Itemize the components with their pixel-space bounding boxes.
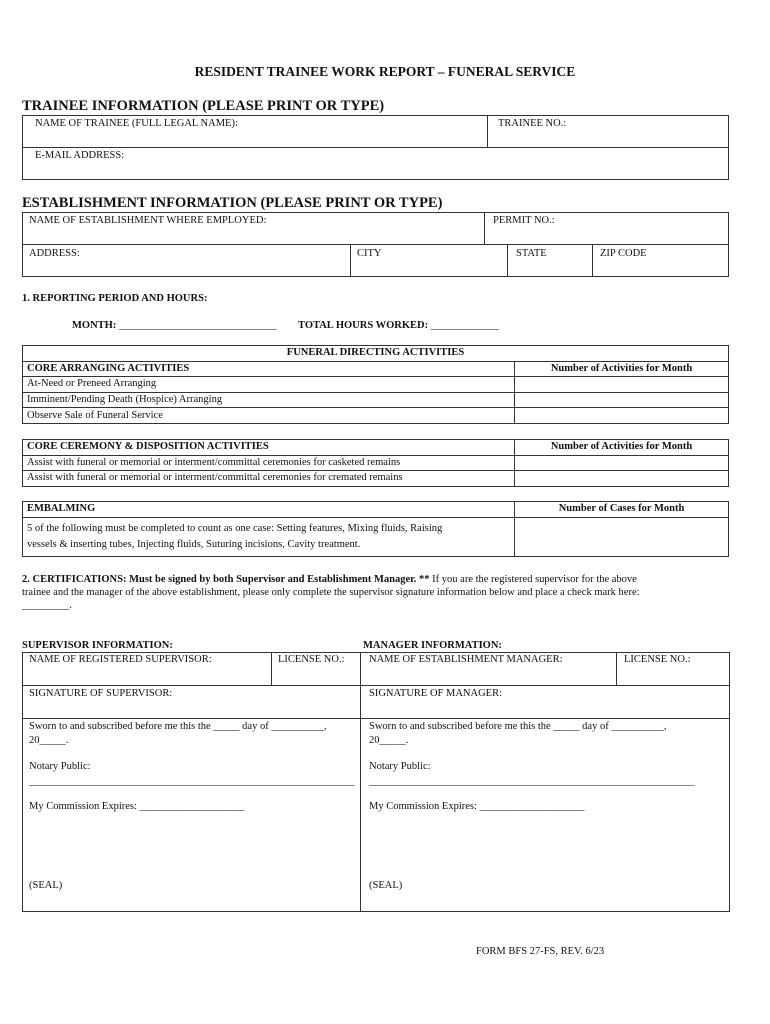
core-ceremony-title: CORE CEREMONY & DISPOSITION ACTIVITIES <box>23 440 515 456</box>
embalming-count-input[interactable] <box>515 517 729 556</box>
embalming-table <box>22 501 729 557</box>
embalming-title: EMBALMING <box>23 502 515 518</box>
city-label: CITY <box>357 248 382 259</box>
trainee-name-field[interactable] <box>22 115 488 148</box>
manager-name-label: NAME OF ESTABLISHMENT MANAGER: <box>369 654 563 665</box>
trainee-name-label: NAME OF TRAINEE (FULL LEGAL NAME): <box>35 118 238 129</box>
core-arranging-title: CORE ARRANGING ACTIVITIES <box>23 361 515 377</box>
establishment-name-label: NAME OF ESTABLISHMENT WHERE EMPLOYED: <box>29 215 267 226</box>
form-number: FORM BFS 27-FS, REV. 6/23 <box>476 946 605 957</box>
supervisor-signature-label: SIGNATURE OF SUPERVISOR: <box>29 688 173 699</box>
activity-label: Assist with funeral or memorial or interment/committal ceremonies for cremated remains <box>23 471 515 487</box>
state-field[interactable] <box>507 244 593 277</box>
activity-label: Observe Sale of Funeral Service <box>23 408 515 424</box>
supervisor-name-label: NAME OF REGISTERED SUPERVISOR: <box>29 654 212 665</box>
permit-number-label: PERMIT NO.: <box>493 215 555 226</box>
supervisor-notary-line[interactable]: ______________________________________________________________ <box>29 776 355 787</box>
embalming-count-header: Number of Cases for Month <box>515 502 729 518</box>
total-hours-input-line[interactable]: _____________ <box>430 320 499 331</box>
funeral-directing-heading: FUNERAL DIRECTING ACTIVITIES <box>23 346 729 362</box>
embalming-description-line: 5 of the following must be completed to count as one case: Setting features, Mixing fluids, Raising <box>27 522 443 534</box>
form-title: RESIDENT TRAINEE WORK REPORT – FUNERAL SERVICE <box>194 64 576 79</box>
city-field[interactable] <box>350 244 508 277</box>
manager-seal-label: (SEAL) <box>369 880 403 891</box>
supervisor-license-label: LICENSE NO.: <box>278 654 345 665</box>
trainee-number-field[interactable] <box>487 115 729 148</box>
manager-signature-field[interactable] <box>360 685 730 719</box>
supervisor-name-field[interactable] <box>22 652 272 686</box>
zip-code-label: ZIP CODE <box>600 248 647 259</box>
month-row <box>72 320 276 331</box>
hours-row <box>298 320 499 331</box>
arranging-activities-table <box>22 345 729 424</box>
activity-label: Imminent/Pending Death (Hospice) Arranging <box>23 392 515 408</box>
supervisor-seal-label: (SEAL) <box>29 880 63 891</box>
supervisor-sworn-year[interactable]: 20_____. <box>29 735 69 746</box>
certifications-text <box>22 573 742 612</box>
reporting-period-heading: 1. REPORTING PERIOD AND HOURS: <box>22 293 208 304</box>
activity-label: Assist with funeral or memorial or interment/committal ceremonies for casketed remains <box>23 455 515 471</box>
self-supervisor-check-line[interactable]: _________. <box>22 600 72 611</box>
zip-code-field[interactable] <box>592 244 729 277</box>
month-label: MONTH: <box>72 320 117 331</box>
arranging-count-input-1[interactable] <box>515 392 729 408</box>
certifications-note: If you are the registered supervisor for the above <box>429 574 637 585</box>
manager-notary-line[interactable]: ______________________________________________________________ <box>369 776 695 787</box>
ceremony-count-header: Number of Activities for Month <box>515 440 729 456</box>
trainee-section-heading: TRAINEE INFORMATION (PLEASE PRINT OR TYPE) <box>22 98 385 114</box>
month-input-line[interactable]: ______________________________ <box>118 320 277 331</box>
manager-sworn-year[interactable]: 20_____. <box>369 735 409 746</box>
state-label: STATE <box>516 248 547 259</box>
establishment-name-field[interactable] <box>22 212 485 245</box>
certifications-note-line2: trainee and the manager of the above establishment, please only complete the supervisor signature information below and place a check mark here: <box>22 587 640 598</box>
permit-number-field[interactable] <box>484 212 729 245</box>
supervisor-section-heading: SUPERVISOR INFORMATION: <box>22 640 173 651</box>
manager-section-heading: MANAGER INFORMATION: <box>363 640 502 651</box>
supervisor-commission-expires[interactable]: My Commission Expires: ____________________ <box>29 801 245 812</box>
supervisor-signature-field[interactable] <box>22 685 361 719</box>
embalming-description-line: vessels & inserting tubes, Injecting fluids, Suturing incisions, Cavity treatment. <box>27 538 361 550</box>
manager-signature-label: SIGNATURE OF MANAGER: <box>369 688 503 699</box>
manager-name-field[interactable] <box>360 652 617 686</box>
supervisor-license-field[interactable] <box>271 652 361 686</box>
total-hours-label: TOTAL HOURS WORKED: <box>298 320 429 331</box>
arranging-count-header: Number of Activities for Month <box>515 361 729 377</box>
manager-sworn-text: Sworn to and subscribed before me this the _____ day of __________, <box>369 721 667 732</box>
supervisor-notary-label: Notary Public: <box>29 761 91 772</box>
trainee-email-label: E-MAIL ADDRESS: <box>35 150 125 161</box>
address-field[interactable] <box>22 244 351 277</box>
manager-license-field[interactable] <box>616 652 730 686</box>
trainee-email-field[interactable] <box>22 147 729 180</box>
ceremony-count-input-0[interactable] <box>515 455 729 471</box>
establishment-section-heading: ESTABLISHMENT INFORMATION (PLEASE PRINT OR TYPE) <box>22 195 443 211</box>
supervisor-notary-block <box>22 718 361 912</box>
manager-notary-block <box>360 718 730 912</box>
embalming-description <box>23 517 515 556</box>
arranging-count-input-2[interactable] <box>515 408 729 424</box>
arranging-count-input-0[interactable] <box>515 377 729 393</box>
certifications-heading: 2. CERTIFICATIONS: Must be signed by both Supervisor and Establishment Manager. ** <box>22 574 430 585</box>
manager-commission-expires[interactable]: My Commission Expires: ____________________ <box>369 801 585 812</box>
ceremony-activities-table <box>22 439 729 487</box>
manager-notary-label: Notary Public: <box>369 761 431 772</box>
trainee-number-label: TRAINEE NO.: <box>498 118 567 129</box>
supervisor-sworn-text: Sworn to and subscribed before me this the _____ day of __________, <box>29 721 327 732</box>
address-label: ADDRESS: <box>29 248 80 259</box>
activity-label: At-Need or Preneed Arranging <box>23 377 515 393</box>
ceremony-count-input-1[interactable] <box>515 471 729 487</box>
manager-license-label: LICENSE NO.: <box>624 654 691 665</box>
